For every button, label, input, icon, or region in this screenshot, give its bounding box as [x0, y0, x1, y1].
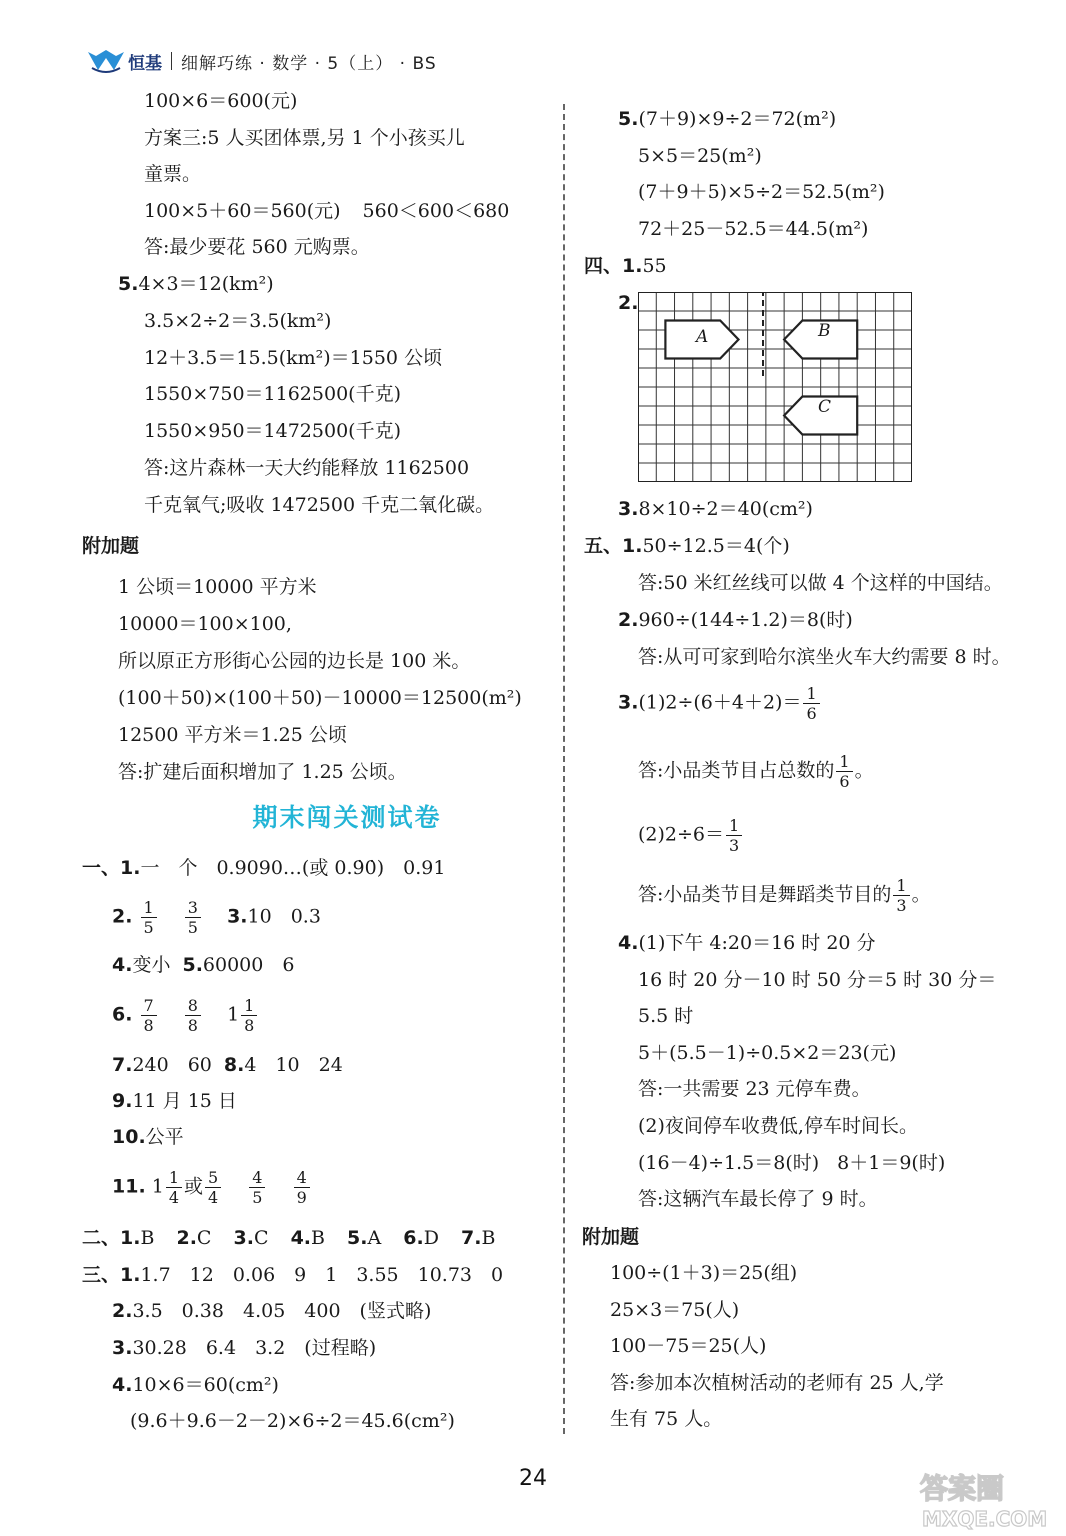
answer-text: (2)2÷6＝ [638, 823, 725, 846]
fraction: $\frac{4}{9}$ [294, 1168, 310, 1207]
answer-text: 30.28 6.4 3.2 (过程略) [132, 1337, 377, 1359]
shape-c-label: C [818, 397, 832, 417]
shape-b-label: B [818, 321, 831, 341]
answer-line: 童票。 [144, 163, 202, 185]
grid-diagram [638, 292, 912, 486]
answer-line: 16 时 20 分－10 时 50 分＝5 时 30 分＝ [638, 969, 997, 991]
answer-line [118, 269, 274, 299]
mixed-number-whole: 1 [151, 1175, 164, 1198]
question-number: 5. [347, 1227, 368, 1249]
answer-line [618, 928, 876, 958]
question-number: 3. [227, 905, 248, 928]
question-number: 8. [223, 1054, 245, 1076]
answer-line [82, 853, 445, 883]
question-number: 5. [118, 273, 139, 295]
answer-text: D [423, 1227, 439, 1249]
answer-line: 答:这辆汽车最长停了 9 时。 [638, 1188, 878, 1210]
answer-line [112, 1168, 312, 1207]
translation-grid [638, 292, 912, 482]
question-number: 4. [290, 1227, 312, 1249]
fraction: $\frac{8}{8}$ [185, 996, 201, 1035]
brand-logo-icon [86, 48, 126, 74]
answer-text: 1.7 12 0.06 9 1 3.55 10.73 0 [140, 1264, 504, 1286]
answer-text: (1)2÷(6＋4＋2)＝ [638, 691, 802, 714]
answer-line [618, 288, 638, 318]
answer-text: C [196, 1227, 212, 1249]
fraction: $\frac{3}{5}$ [185, 898, 201, 937]
answer-text: 。 [854, 759, 874, 782]
answer-text: 960÷(144÷1.2)＝8(时) [638, 609, 853, 631]
answer-line [618, 605, 853, 635]
fraction: $\frac{1}{3}$ [726, 816, 742, 855]
answer-line: (100＋50)×(100＋50)－10000＝12500(m²) [118, 687, 522, 709]
question-number: 2. [112, 905, 133, 928]
question-number: 2. [112, 1300, 133, 1322]
question-number: 11. [112, 1175, 146, 1198]
answer-line: 1 公顷＝10000 平方米 [118, 576, 317, 598]
answer-line: 100－75＝25(人) [610, 1335, 767, 1357]
answer-line [112, 1050, 343, 1080]
answer-line: 72＋25－52.5＝44.5(m²) [638, 218, 869, 240]
answer-text: B [481, 1227, 496, 1249]
answer-line [584, 531, 790, 561]
section-title: 期末闯关测试卷 [252, 803, 442, 832]
extra-question-title: 附加题 [582, 1226, 640, 1248]
question-number: 5. [618, 108, 639, 130]
question-number: 3. [618, 498, 639, 520]
header-separator [171, 52, 172, 70]
answer-line [82, 1260, 503, 1290]
question-number: 五、1. [584, 535, 643, 557]
answer-text: (16－4)÷1.5＝8(时) [638, 1152, 820, 1174]
answer-text: 变小 [132, 954, 171, 976]
page-header [86, 46, 437, 76]
shape-a-label: A [696, 327, 709, 347]
answer-line: 答:这片森林一天大约能释放 1162500 [144, 457, 470, 479]
answer-line [112, 1296, 431, 1326]
answer-line: 12500 平方米＝1.25 公顷 [118, 724, 347, 746]
answer-line: 10000＝100×100, [118, 613, 292, 635]
answer-line [112, 996, 259, 1035]
answer-line [112, 1370, 279, 1400]
answer-line: 答:一共需要 23 元停车费。 [638, 1078, 871, 1100]
answer-line: 5＋(5.5－1)÷0.5×2＝23(元) [638, 1042, 897, 1064]
fraction: $\frac{1}{5}$ [141, 898, 157, 937]
svg-text:MXQE.COM: MXQE.COM [922, 1507, 1048, 1531]
answer-text: 8＋1＝9(时) [837, 1152, 946, 1174]
answer-line: 生有 75 人。 [610, 1408, 723, 1430]
answer-text: (1)下午 4:20＝16 时 20 分 [638, 932, 876, 954]
question-number: 2. [618, 292, 639, 314]
question-number: 7. [461, 1227, 482, 1249]
answer-text: A [367, 1227, 382, 1249]
answer-line [584, 251, 667, 281]
answer-line [638, 816, 744, 855]
answer-line: 方案三:5 人买团体票,另 1 个小孩买儿 [144, 127, 465, 149]
answer-text: 55 [642, 255, 667, 277]
answer-text: 4×3＝12(km²) [138, 273, 274, 295]
answer-text: 一 个 0.9090…(或 0.9̇0̇) 0.91 [140, 857, 446, 879]
question-number: 10. [112, 1126, 146, 1148]
answer-line: 答:参加本次植树活动的老师有 25 人,学 [610, 1372, 944, 1394]
question-number: 2. [176, 1227, 197, 1249]
answer-line: 5×5＝25(m²) [638, 145, 762, 167]
fraction: $\frac{5}{4}$ [205, 1168, 221, 1207]
answer-text: 240 60 [132, 1054, 212, 1076]
answer-text: 50÷12.5＝4(个) [642, 535, 790, 557]
mixed-number-whole: 1 [227, 1003, 240, 1026]
question-number: 5. [182, 954, 203, 976]
answer-line: 25×3＝75(人) [610, 1299, 740, 1321]
answer-line [144, 196, 509, 226]
answer-text: 10×6＝60(cm²) [132, 1374, 279, 1396]
answer-line [82, 1223, 495, 1253]
answer-text: B [311, 1227, 325, 1249]
fraction: $\frac{1}{8}$ [241, 996, 257, 1035]
answer-text: 8×10÷2＝40(cm²) [638, 498, 813, 520]
brand-name: 恒基 [128, 53, 162, 74]
page-number: 24 [519, 1466, 547, 1491]
answer-line [112, 950, 294, 980]
answer-text: 4 10 24 [244, 1054, 343, 1076]
answer-line: 100÷(1＋3)＝25(组) [610, 1262, 798, 1284]
fraction: $\frac{7}{8}$ [141, 996, 157, 1035]
question-number: 二、1. [82, 1227, 141, 1249]
answer-line [112, 1086, 237, 1116]
answer-text: (7＋9)×9÷2＝72(m²) [638, 108, 837, 130]
answer-line: 3.5×2÷2＝3.5(km²) [144, 310, 332, 332]
answer-line [638, 1148, 945, 1178]
question-number: 一、1. [82, 857, 141, 879]
answer-text: 3.5 0.38 4.05 400 (竖式略) [132, 1300, 432, 1322]
fraction: $\frac{1}{6}$ [836, 752, 852, 791]
question-number: 3. [233, 1227, 254, 1249]
answer-line: (2)夜间停车收费低,停车时间长。 [638, 1115, 918, 1137]
question-number: 3. [112, 1337, 133, 1359]
question-number: 三、1. [82, 1264, 141, 1286]
answer-line: 千克氧气;吸收 1472500 千克二氧化碳。 [144, 494, 495, 516]
answer-line: 5.5 时 [638, 1005, 694, 1027]
answer-line: 12＋3.5＝15.5(km²)＝1550 公顷 [144, 347, 443, 369]
answer-text: B [140, 1227, 155, 1249]
answer-line [112, 1122, 184, 1152]
question-number: 2. [618, 609, 639, 631]
answer-line [112, 898, 321, 937]
answer-text: 10 0.3 [247, 905, 321, 928]
extra-question-title: 附加题 [82, 535, 140, 557]
answer-line: (7＋9＋5)×5÷2＝52.5(m²) [638, 181, 885, 203]
question-number: 6. [112, 1003, 133, 1026]
answer-line [638, 752, 874, 791]
answer-line [618, 494, 813, 524]
question-number: 4. [112, 954, 133, 976]
answer-text: 公平 [145, 1126, 184, 1148]
answer-text: C [253, 1227, 269, 1249]
answer-text: 100×5＋60＝560(元) [144, 200, 341, 222]
answer-line: 答:从可可家到哈尔滨坐火车大约需要 8 时。 [638, 646, 1011, 668]
column-divider [563, 104, 565, 1434]
fraction: $\frac{1}{6}$ [803, 684, 819, 723]
book-title: 细解巧练 · 数学 · 5（上） · BS [181, 53, 437, 74]
question-number: 四、1. [584, 255, 643, 277]
answer-line: 1550×950＝1472500(千克) [144, 420, 401, 442]
watermark-text: 答案圈 [920, 1472, 1005, 1505]
question-number: 6. [403, 1227, 424, 1249]
answer-line: 答:扩建后面积增加了 1.25 公顷。 [118, 761, 407, 783]
answer-line: (9.6＋9.6－2－2)×6÷2＝45.6(cm²) [130, 1410, 455, 1432]
answer-line [618, 104, 836, 134]
question-number: 3. [618, 691, 639, 714]
answer-text: 答:小品类节目占总数的 [638, 759, 835, 782]
answer-line [112, 1333, 376, 1363]
answer-text: 答:小品类节目是舞蹈类节目的 [638, 883, 892, 906]
question-number: 7. [112, 1054, 133, 1076]
answer-text: 60000 6 [202, 954, 295, 976]
answer-line: 100×6＝600(元) [144, 90, 298, 112]
answer-text: 11 月 15 日 [132, 1090, 237, 1112]
answer-text: 或 [184, 1175, 204, 1198]
answer-text: 。 [911, 883, 931, 906]
fraction: $\frac{1}{4}$ [166, 1168, 182, 1207]
fraction: $\frac{4}{5}$ [249, 1168, 265, 1207]
question-number: 4. [618, 932, 639, 954]
watermark-logo [912, 1468, 1062, 1532]
answer-line [638, 876, 931, 915]
answer-line [618, 684, 822, 723]
answer-line: 答:50 米红丝线可以做 4 个这样的中国结。 [638, 572, 1003, 594]
answer-line: 1550×750＝1162500(千克) [144, 383, 401, 405]
answer-line: 所以原正方形街心公园的边长是 100 米。 [118, 650, 471, 672]
question-number: 4. [112, 1374, 133, 1396]
fraction: $\frac{1}{3}$ [893, 876, 909, 915]
answer-text: 560＜600＜680 [362, 200, 510, 222]
question-number: 9. [112, 1090, 133, 1112]
answer-line: 答:最少要花 560 元购票。 [144, 236, 370, 258]
